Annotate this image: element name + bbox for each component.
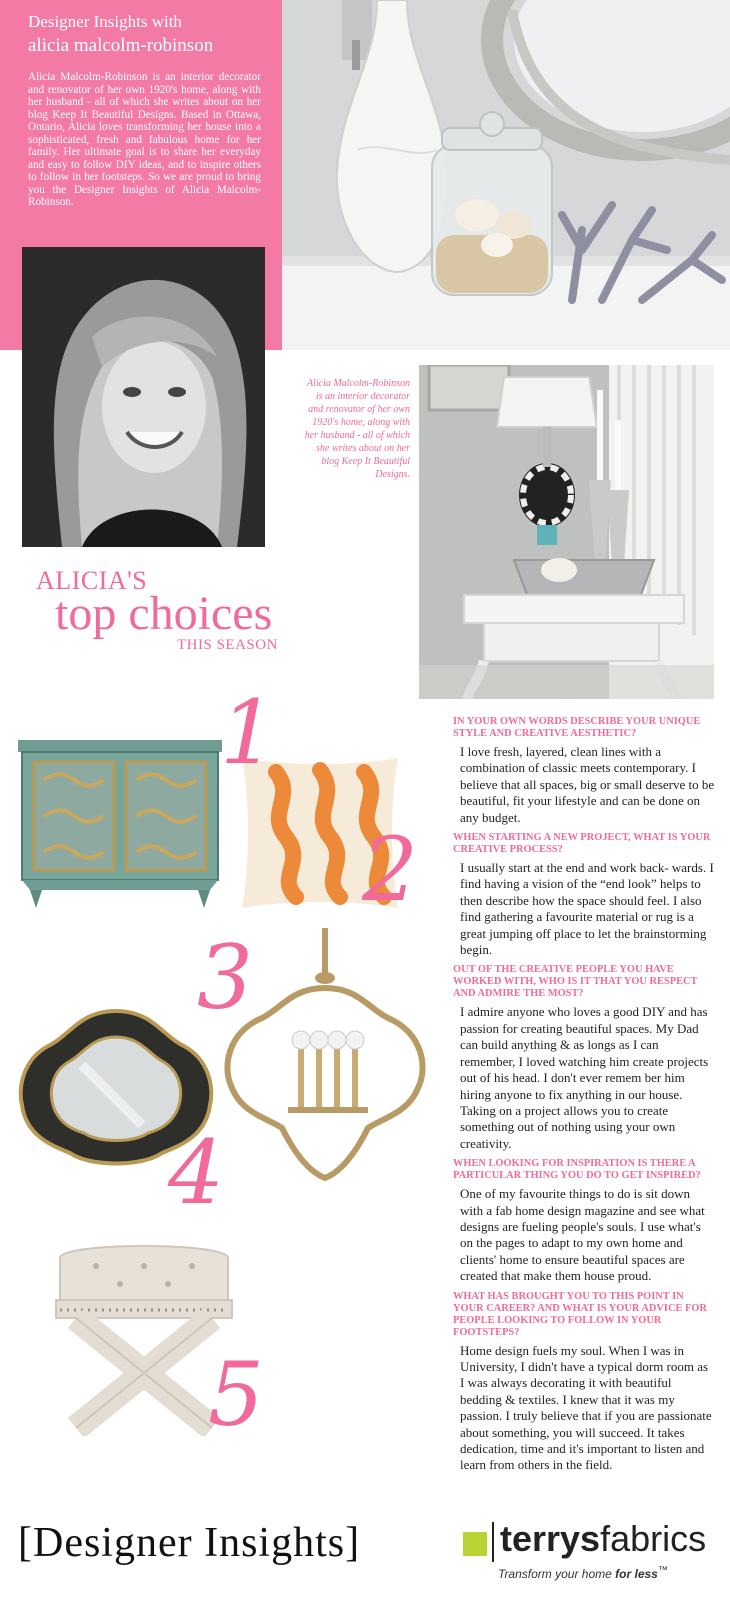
interior-photo (419, 365, 714, 699)
logo-wordmark-bold: terrys (500, 1518, 601, 1559)
tagline-text: Transform your home (498, 1567, 616, 1581)
qa-question: WHEN LOOKING FOR INSPIRATION IS THERE A PARTICULAR THING YOU DO TO GET INSPIRED? (453, 1158, 701, 1182)
qa-item (453, 1158, 715, 1284)
footer-brand: [Designer Insights] (18, 1520, 361, 1566)
qa-answer: One of my favourite things to do is sit down with a fab home design magazine and see what designs are fueling people's souls. I use what's on the pages to adapt to my own home and clients' home to ensure beautiful spaces are created that make them house proud. (460, 1186, 705, 1284)
logo-wordmark (500, 1519, 706, 1559)
choice-number-5: 5 (208, 1343, 264, 1446)
hero-illustration (282, 0, 730, 350)
qa-item (453, 1291, 715, 1474)
choice-number-2: 2 (362, 818, 418, 921)
qa-answer: I love fresh, layered, clean lines with a combination of classic meets contemporary. I believe that all spaces, big or small deserve to be beautiful, fit your lifestyle and can be done on any budget. (460, 744, 715, 825)
qa-item (453, 832, 715, 958)
qa-item (453, 716, 715, 826)
qa-answer: I admire anyone who loves a good DIY and has passion for creating beautiful spaces. My Dad can build anything & as longs as I can remember, I loved watching him create projects out of his head. I don't ever remem ber him hiring anyone to fix anything in our house. Taking on a project allows you to create something out of nothing using your own creativity. (460, 1004, 709, 1151)
tagline-bold: for less (615, 1567, 658, 1581)
top-choices-title: top choices (55, 587, 273, 640)
hero-photo (282, 0, 730, 350)
qa-question: WHAT HAS BROUGHT YOU TO THIS POINT IN YOUR CAREER? AND WHAT IS YOUR ADVICE FOR PEOPLE LOOKING TO FOLLOW IN YOUR FOOTSTEPS? (453, 1290, 707, 1338)
intro-text: Alicia Malcolm-Robinson is an interior decorator and renovator of her own 1920's home, along with her husband - all of which she writes about on her blog Keep It Beautiful Designs. Based in Ottawa, Ontario, Alicia loves transforming her house into a sophisticated, fresh and fabulous home for her family. Her ultimate goal is to share her everyday and easy to follow DIY ideas, and to inspire others to follow in her footsteps. So we are proud to bring you the Designer Insights of Alicia Malcolm-Robinson. (28, 71, 261, 208)
portrait-photo (22, 247, 265, 547)
portrait-caption: Alicia Malcolm-Robinson is an interior decorator and renovator of her own 1920's home, along with her husband - all of which she writes about on her blog Keep It Beautiful Designs. (304, 378, 410, 480)
top-choices-kicker: ALICIA'S (36, 566, 148, 595)
qa-question: IN YOUR OWN WORDS DESCRIBE YOUR UNIQUE STYLE AND CREATIVE AESTHETIC? (453, 716, 701, 739)
logo-wordmark-light: fabrics (600, 1518, 707, 1559)
interior-illustration (419, 365, 714, 699)
qa-answer: I usually start at the end and work back- wards. I find having a vision of the “end look” helps to then describe how the space should feel. I also find gathering a favourite material or rug is a great jumping off place to let the brainstorming begin. (460, 860, 714, 958)
product-cabinet (14, 740, 226, 910)
portrait-illustration (22, 247, 265, 547)
choice-number-3: 3 (197, 926, 253, 1029)
choice-number-4: 4 (168, 1121, 224, 1224)
logo-tagline (498, 1565, 668, 1581)
qa-answer: Home design fuels my soul. When I was in University, I didn't have a typical dorm room as I was always decorating it with beautiful bedding & textiles. I knew that it was my passion. I truly believe that if you are passionate about something, you will succeed. It takes dedication, time and it's important to listen and learn from others in the field. (460, 1342, 712, 1473)
tagline-trademark: ™ (657, 1565, 668, 1576)
top-choices-subtitle: THIS SEASON (177, 637, 278, 653)
logo-divider (492, 1522, 494, 1562)
qa-question: OUT OF THE CREATIVE PEOPLE YOU HAVE WORKED WITH, WHO IS IT THAT YOU RESPECT AND ADMIRE THE MOST? (453, 964, 698, 1000)
qa-section (453, 716, 715, 1480)
qa-item (453, 964, 715, 1152)
logo-square-icon (463, 1532, 487, 1556)
header-subtitle: alicia malcolm-robinson (28, 35, 214, 56)
header-title: Designer Insights with (28, 12, 182, 31)
qa-question: WHEN STARTING A NEW PROJECT, WHAT IS YOUR CREATIVE PROCESS? (453, 832, 711, 856)
choice-number-1: 1 (220, 681, 276, 784)
